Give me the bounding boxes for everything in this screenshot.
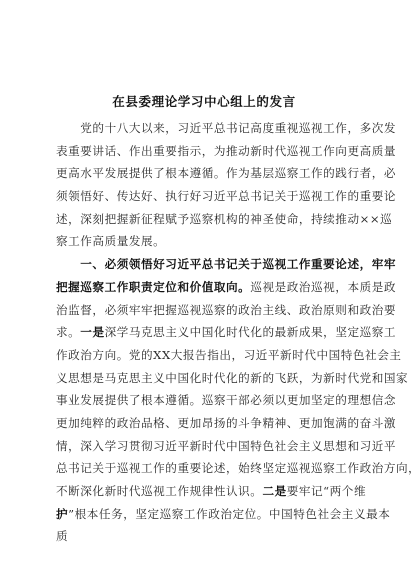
line-text: 党的十八大以来，习近平总书记高度重视巡视工作，多次发 (56, 121, 397, 135)
line-text: 表重要讲话、作出重要指示，为推动新时代巡视工作向更高质量 (56, 143, 397, 158)
line-text: 作政治方向。党的XX大报告指出，习近平新时代中国特色社会主 (56, 347, 402, 362)
section-heading-text: 把握巡察工作职责定位和价值取向。 (56, 279, 251, 294)
section-heading-line (56, 276, 397, 299)
line-text: 须领悟好、传达好、执行好习近平总书记关于巡视工作的重要论 (56, 189, 397, 204)
paragraph-line (56, 208, 393, 231)
line-text: 情，深入学习贯彻习近平新时代中国特色社会主义思想和习近平 (56, 438, 397, 453)
paragraph-line (56, 162, 397, 185)
paragraph-line (56, 185, 397, 208)
document-body (56, 117, 420, 548)
line-text: 察工作高质量发展。 (56, 234, 166, 249)
line-text: 不断深化新时代巡视工作规律性认识。 (56, 484, 263, 498)
point-marker: 一是 (80, 325, 105, 340)
line-text: 述，深刻把握新征程赋予巡察机构的神圣使命，持续推动××巡 (56, 211, 393, 226)
line-text: 质 (56, 529, 69, 544)
paragraph-line (56, 389, 397, 412)
line-text: 深学马克思主义中国化时代化的最新成果，坚定巡察工 (104, 325, 397, 340)
line-text: 义思想是马克思主义中国化时代化的新的飞跃，为新时代党和国家 (56, 370, 409, 385)
paragraph-line (56, 480, 367, 503)
emphasis-text: 护 (56, 506, 69, 521)
paragraph-line (56, 321, 397, 344)
paragraph-line (56, 435, 397, 458)
line-text: 要牢记“两个维 (286, 484, 367, 498)
section-heading-line (56, 253, 397, 276)
line-text: 总书记关于巡视工作的重要论述，始终坚定巡视巡察工作政治方向， (56, 461, 420, 476)
point-marker: 二是 (262, 484, 287, 498)
line-text: 巡视是政治巡视，本质是政 (250, 279, 397, 294)
paragraph-line (56, 525, 352, 548)
paragraph-line (56, 367, 409, 390)
line-text: 更加纯粹的政治品格、更加昂扬的斗争精神、更加饱满的奋斗激 (56, 415, 397, 430)
paragraph-line (56, 344, 402, 367)
paragraph-line (56, 140, 397, 163)
paragraph-line (56, 503, 391, 526)
line-text: 更高水平发展提供了根本遵循。作为基层巡察工作的践行者，必 (56, 166, 397, 181)
paragraph-line (56, 412, 397, 435)
line-text: 治监督，必须牢牢把握巡视巡察的政治主线、政治原则和政治要 (56, 302, 397, 317)
paragraph-line (56, 117, 397, 140)
paragraph-line (56, 230, 352, 253)
line-text: 求。 (56, 325, 81, 340)
document-title: 在县委理论学习中心组上的发言 (112, 94, 296, 109)
line-text: 事业发展提供了根本遵循。巡察干部必须以更加坚定的理想信念 (56, 393, 397, 408)
line-text: ”根本任务，坚定巡察工作政治定位。中国特色社会主义最本 (68, 506, 391, 521)
section-heading-text: 一、必须领悟好习近平总书记关于巡视工作重要论述，牢牢 (56, 257, 397, 272)
paragraph-line (56, 457, 420, 480)
paragraph-line (56, 299, 397, 322)
